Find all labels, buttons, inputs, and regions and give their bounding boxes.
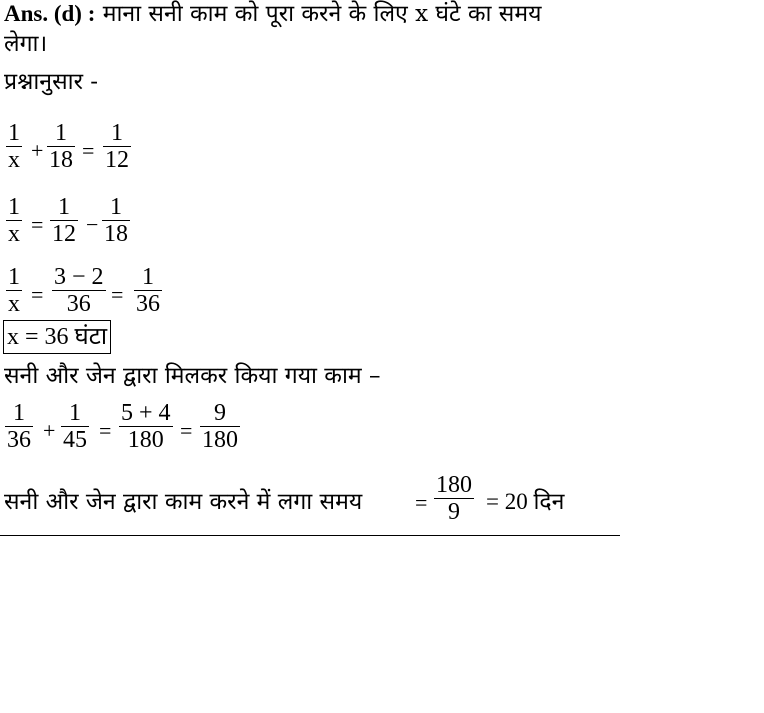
result-box: x = 36 घंटा	[3, 320, 111, 354]
fraction: 1 x	[8, 194, 20, 247]
equals-sign: =	[31, 212, 44, 237]
fraction: 1 36	[7, 400, 31, 453]
fraction: 1 x	[8, 264, 20, 316]
equals-sign: =	[111, 282, 124, 307]
equals-sign: =	[82, 138, 95, 163]
plus-sign: +	[43, 418, 56, 443]
fraction: 1 18	[49, 120, 73, 173]
equals-sign: =	[415, 490, 428, 515]
divider	[0, 535, 620, 536]
fraction: 1 12	[105, 120, 129, 173]
fraction: 1 36	[136, 264, 160, 316]
fraction: 5 + 4 180	[121, 400, 171, 453]
equals-sign: =	[99, 418, 112, 443]
minus-sign: −	[86, 212, 99, 237]
fraction: 1 x	[8, 120, 20, 173]
combined-work-label: सनी और जेन द्वारा मिलकर किया गया काम –	[4, 363, 381, 389]
section-heading: प्रश्नानुसार -	[4, 69, 99, 95]
answer-label: Ans. (d) :	[4, 1, 96, 26]
final-answer-text: सनी और जेन द्वारा काम करने में लगा समय	[4, 489, 363, 515]
equals-sign: =	[180, 418, 193, 443]
answer-intro-line	[4, 0, 541, 28]
fraction: 1 18	[104, 194, 128, 247]
fraction: 3 − 2 36	[54, 264, 104, 316]
fraction: 180 9	[436, 472, 472, 525]
fraction: 1 45	[63, 400, 87, 453]
equals-sign: =	[31, 282, 44, 307]
fraction: 1 12	[52, 194, 76, 247]
answer-text-continued: लेगा।	[4, 31, 48, 57]
answer-text: माना सनी काम को पूरा करने के लिए x घंटे का समय	[102, 1, 542, 27]
final-result: = 20 दिन	[486, 489, 565, 514]
equation-3	[0, 262, 200, 316]
fraction: 9 180	[202, 400, 238, 453]
plus-sign: +	[31, 138, 44, 163]
